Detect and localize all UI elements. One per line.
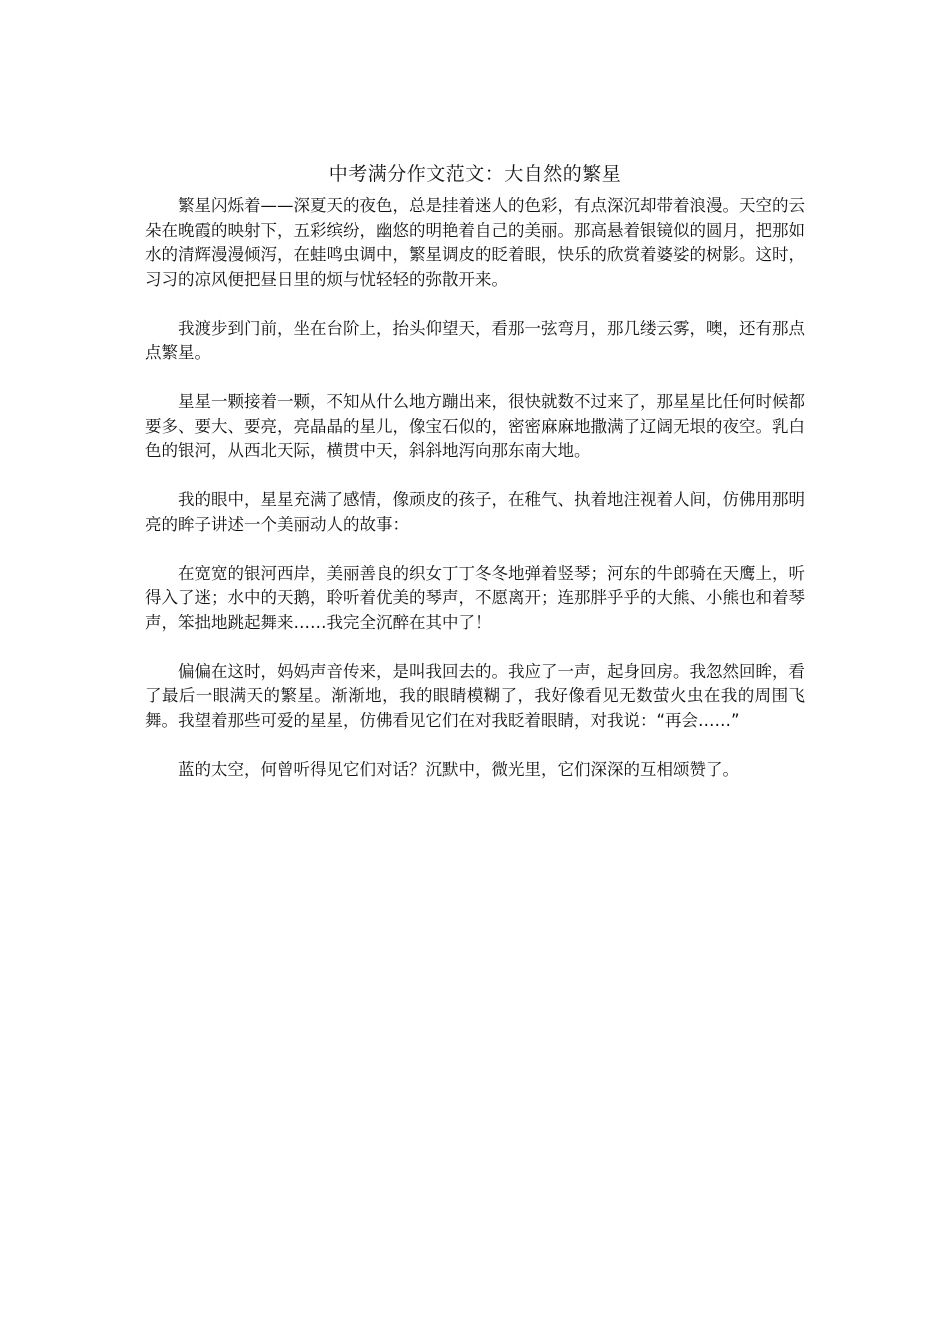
document-title: 中考满分作文范文：大自然的繁星	[328, 163, 622, 185]
paragraph-1: 繁星闪烁着——深夏天的夜色，总是挂着迷人的色彩，有点深沉却带着浪漫。天空的云朵在晚霞的映射下，五彩缤纷，幽悠的明艳着自己的美丽。那高悬着银镜似的圆月，把那如水的清辉漫漫倾泻，在蛙鸣虫调中，繁星调皮的眨着眼，快乐的欣赏着婆娑的树影。这时，习习的凉风便把昼日里的烦与忧轻轻的弥散开来。	[145, 196, 805, 289]
paragraph-7: 蓝的太空，何曾听得见它们对话？沉默中，微光里，它们深深的互相颂赞了。	[178, 759, 739, 779]
paragraph-5: 在宽宽的银河西岸，美丽善良的织女丁丁冬冬地弹着竖琴；河东的牛郎骑在天鹰上，听得入了迷；水中的天鹅，聆听着优美的琴声，不愿离开；连那胖乎乎的大熊、小熊也和着琴声，笨拙地跳起舞来……我完全沉醉在其中了！	[145, 563, 805, 632]
paragraph-6: 偏偏在这时，妈妈声音传来，是叫我回去的。我应了一声，起身回房。我忽然回眸，看了最后一眼满天的繁星。渐渐地，我的眼睛模糊了，我好像看见无数萤火虫在我的周围飞舞。我望着那些可爱的星星，仿佛看见它们在对我眨着眼睛，对我说：“再会……”	[145, 661, 805, 730]
paragraph-4: 我的眼中，星星充满了感情，像顽皮的孩子，在稚气、执着地注视着人间，仿佛用那明亮的眸子讲述一个美丽动人的故事：	[145, 490, 805, 534]
paragraph-3: 星星一颗接着一颗，不知从什么地方蹦出来，很快就数不过来了，那星星比任何时候都要多、要大、要亮，亮晶晶的星儿，像宝石似的，密密麻麻地撒满了辽阔无垠的夜空。乳白色的银河，从西北天际，横贯中天，斜斜地泻向那东南大地。	[145, 392, 805, 460]
paragraph-2: 我渡步到门前，坐在台阶上，抬头仰望天，看那一弦弯月，那几缕云雾，噢，还有那点点繁星。	[145, 318, 805, 362]
document-page	[145, 160, 805, 807]
